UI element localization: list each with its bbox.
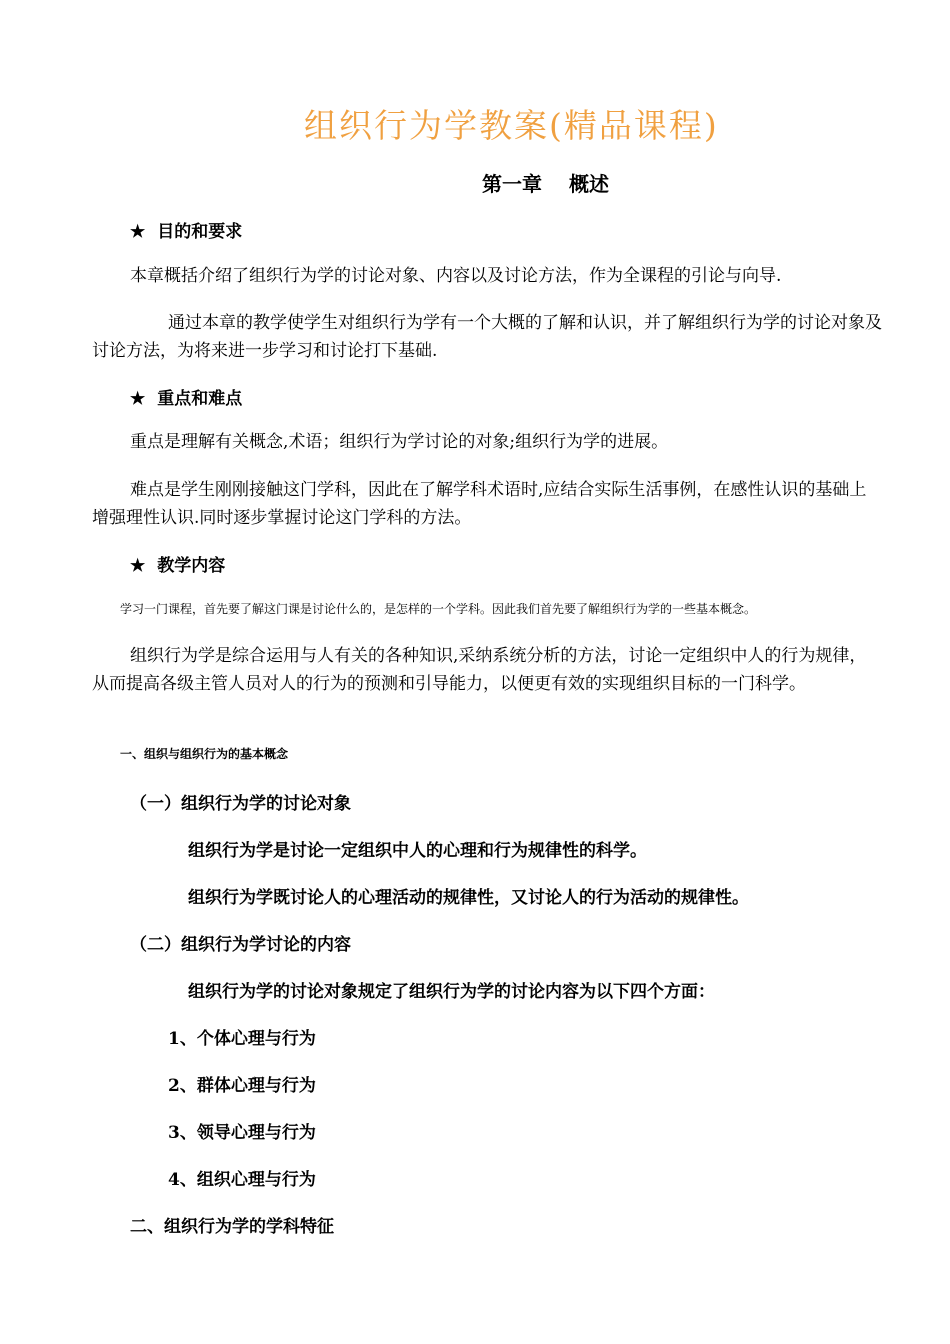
section-heading-goals	[130, 217, 242, 242]
sub1-line-2: 组织行为学既讨论人的心理活动的规律性，又讨论人的行为活动的规律性。	[188, 888, 749, 908]
subheading-1: （一）组织行为学的讨论对象	[130, 794, 351, 814]
paragraph-key-1: 重点是理解有关概念,术语；组织行为学讨论的对象;组织行为学的进展。	[130, 432, 669, 452]
star-icon: ★	[130, 556, 146, 576]
star-icon: ★	[130, 389, 146, 409]
section-heading-label: 重点和难点	[157, 389, 243, 409]
paragraph-content-1: 组织行为学是综合运用与人有关的各种知识,采纳系统分析的方法，讨论一定组织中人的行为规律，从而提高各级主管人员对人的行为的预测和引导能力，以便更有效的实现组织目标的一门科学。	[92, 646, 867, 694]
part-heading-1: 一、组织与组织行为的基本概念	[120, 747, 289, 761]
section-heading-label: 教学内容	[157, 556, 226, 576]
part-heading-2: 二、组织行为学的学科特征	[130, 1217, 334, 1237]
sub1-line-1: 组织行为学是讨论一定组织中人的心理和行为规律性的科学。	[188, 841, 647, 861]
paragraph-goals-2: 通过本章的教学使学生对组织行为学有一个大概的了解和认识，并了解组织行为学的讨论对象及讨论方法，为将来进一步学习和讨论打下基础.	[92, 313, 882, 361]
list-item: 2、群体心理与行为	[168, 1076, 316, 1096]
list-item: 1、个体心理与行为	[168, 1029, 316, 1049]
star-icon: ★	[130, 222, 146, 242]
paragraph-key-2: 难点是学生刚刚接触这门学科，因此在了解学科术语时,应结合实际生活事例，在感性认识的基础上增强理性认识.同时逐步掌握讨论这门学科的方法。	[92, 480, 867, 528]
subheading-2: （二）组织行为学讨论的内容	[130, 935, 351, 955]
section-heading-label: 目的和要求	[157, 222, 243, 242]
chapter-heading: 第一章 概述	[482, 172, 609, 196]
paragraph-goals-1: 本章概括介绍了组织行为学的讨论对象、内容以及讨论方法，作为全课程的引论与向导.	[130, 266, 782, 286]
paragraph-content-small: 学习一门课程，首先要了解这门课是讨论什么的，是怎样的一个学科。因此我们首先要了解组织行为学的一些基本概念。	[120, 602, 757, 616]
document-title: 组织行为学教案(精品课程)	[304, 106, 719, 145]
section-heading-key	[130, 384, 242, 409]
list-item: 4、组织心理与行为	[168, 1170, 316, 1190]
list-item: 3、领导心理与行为	[168, 1123, 316, 1143]
sub2-line-1: 组织行为学的讨论对象规定了组织行为学的讨论内容为以下四个方面：	[188, 982, 715, 1002]
section-heading-content	[130, 551, 225, 576]
